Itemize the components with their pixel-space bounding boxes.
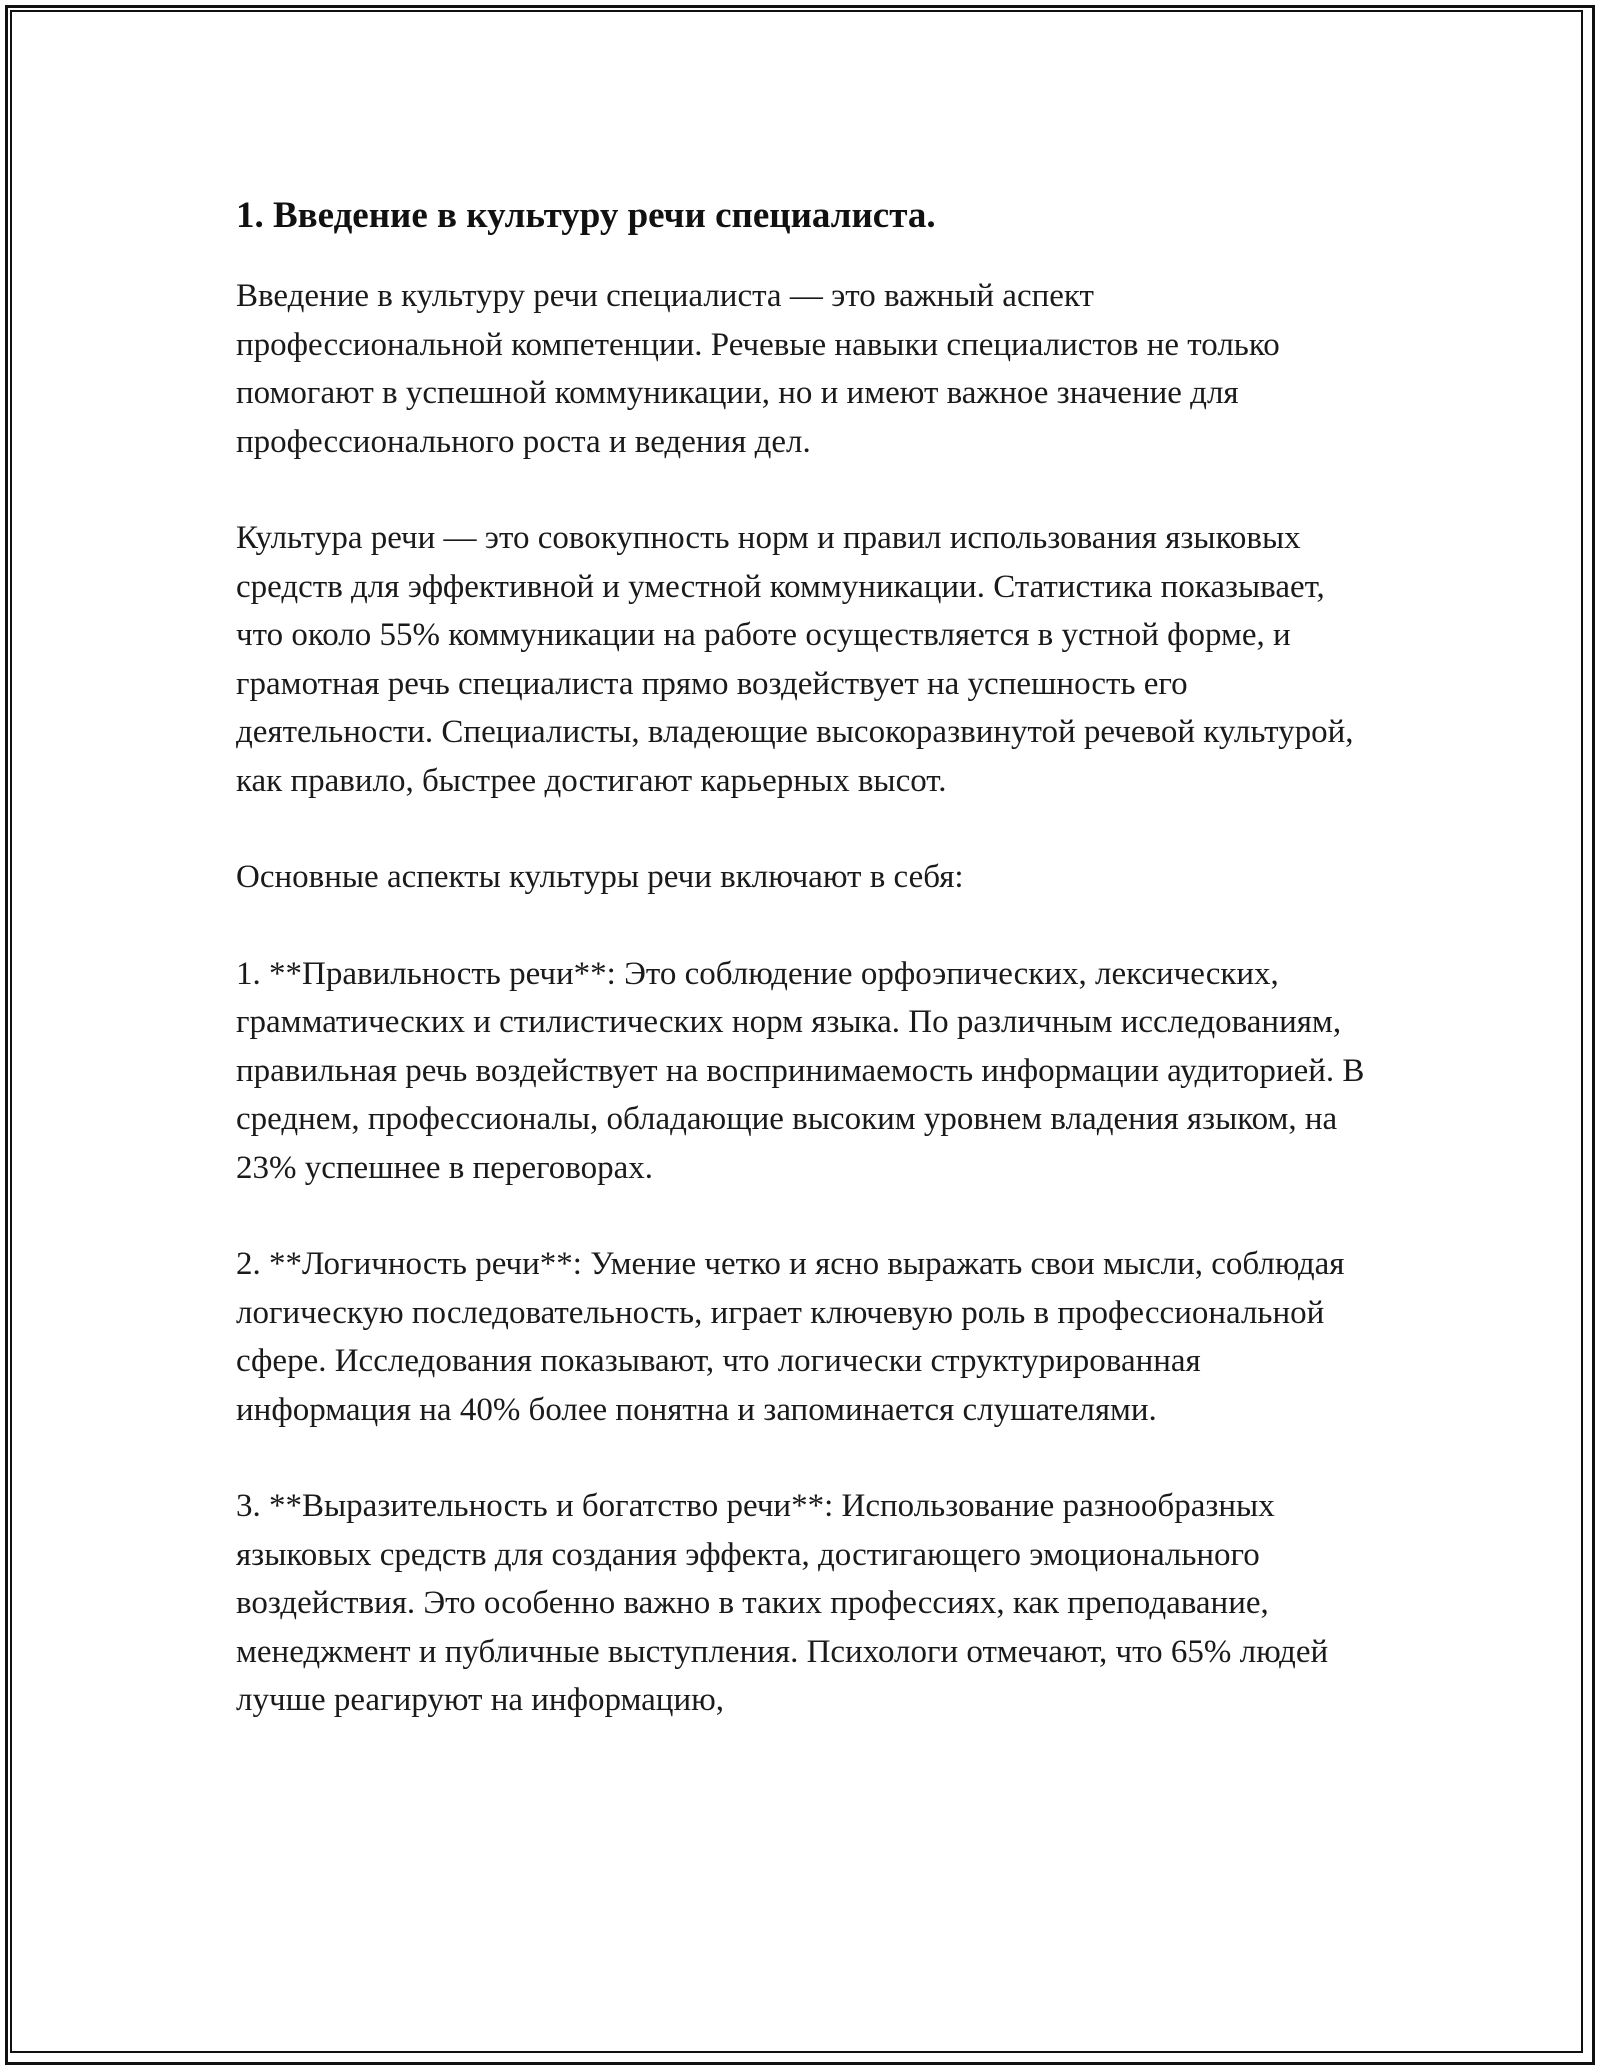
section-heading: 1. Введение в культуру речи специалиста.: [236, 195, 936, 236]
aspect-logic-paragraph: 2. **Логичность речи**: Умение четко и ясно выражать свои мысли, соблюдая логическую последовательность, играет ключевую роль в профессиональной сфере. Исследования показывают, что логически структурированная информация на 40% более понятна и запоминается слушателями.: [236, 1246, 1345, 1428]
aspect-expressiveness-paragraph: 3. **Выразительность и богатство речи**: Использование разнообразных языковых средств для создания эффекта, достигающего эмоционального воздействия. Это особенно важно в таких профессиях, как преподавание, менеджмент и публичные выступления. Психологи отмечают, что 65% людей лучше реагируют на информацию,: [236, 1488, 1329, 1718]
speech-culture-paragraph: Культура речи — это совокупность норм и правил использования языковых средств для эффективной и уместной коммуникации. Статистика показывает, что около 55% коммуникации на работе осуществляется в устной форме, и грамотная речь специалиста прямо воздействует на успешность его деятельности. Специалисты, владеющие высокоразвинутой речевой культурой, как правило, быстрее достигают карьерных высот.: [236, 520, 1354, 799]
intro-paragraph: Введение в культуру речи специалиста — это важный аспект профессиональной компетенции. Речевые навыки специалистов не только помогают в успешной коммуникации, но и имеют важное значение для профессионального роста и ведения дел.: [236, 278, 1280, 460]
aspects-intro-paragraph: Основные аспекты культуры речи включают в себя:: [236, 859, 964, 895]
document-body: [236, 190, 1366, 1773]
aspect-correctness-paragraph: 1. **Правильность речи**: Это соблюдение орфоэпических, лексических, грамматических и стилистических норм языка. По различным исследованиям, правильная речь воздействует на воспринимаемость информации аудиторией. В среднем, профессионалы, обладающие высоким уровнем владения языком, на 23% успешнее в переговорах.: [236, 955, 1365, 1186]
